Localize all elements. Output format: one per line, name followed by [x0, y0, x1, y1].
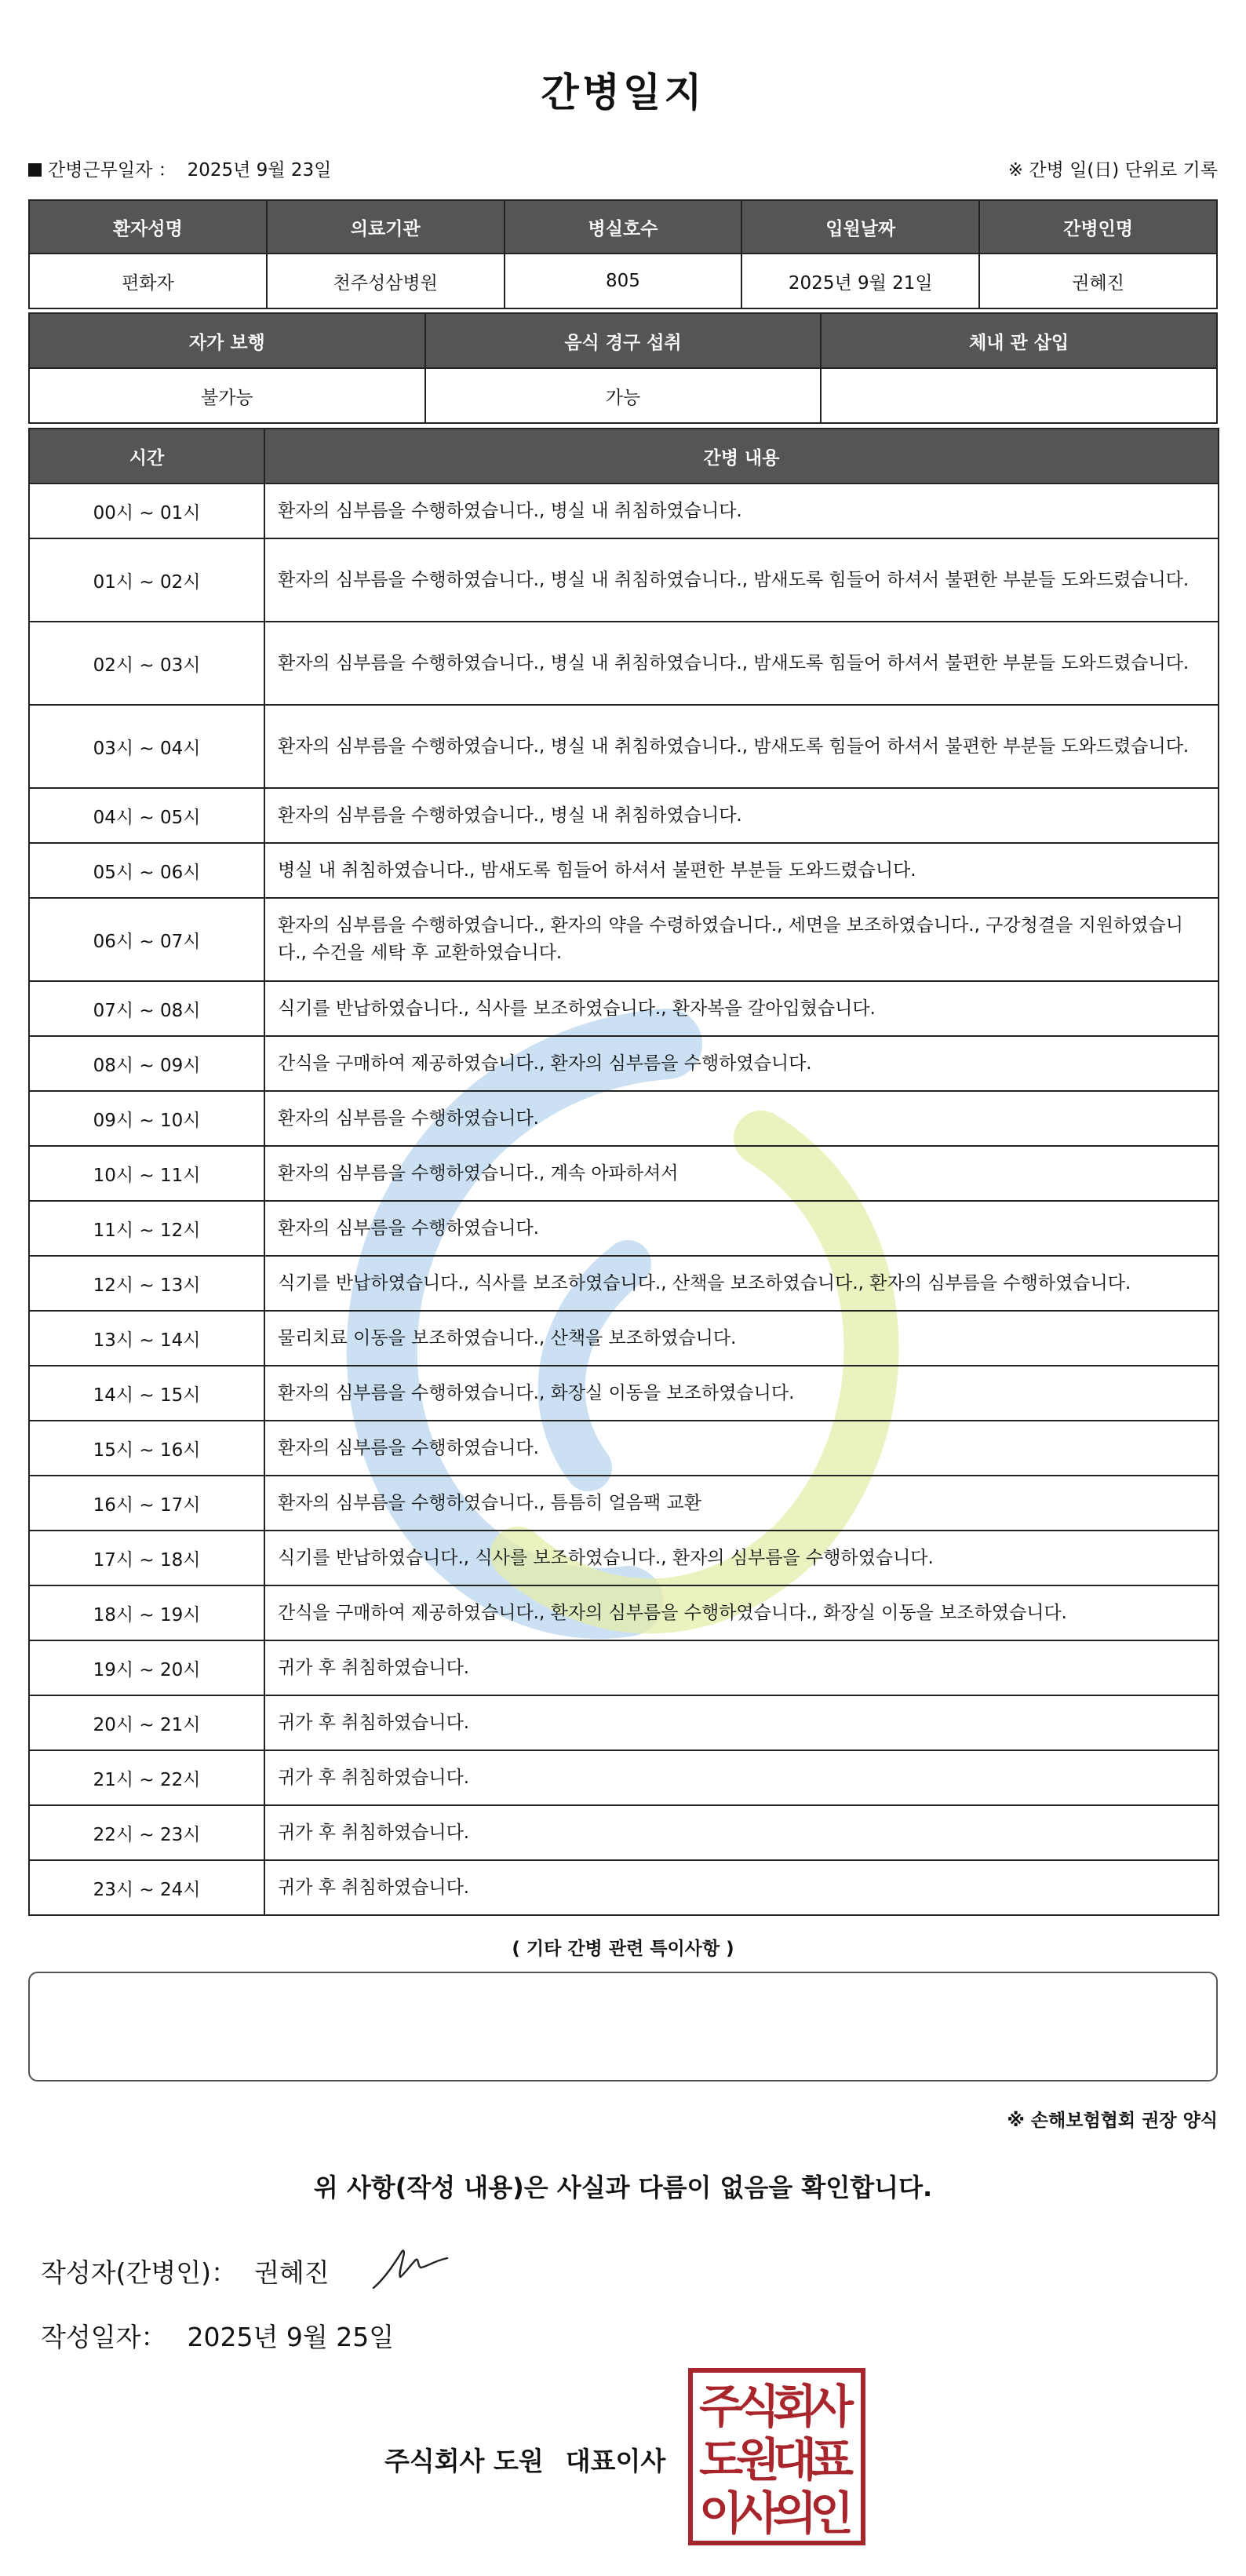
- time-cell: 23시 ~ 24시: [29, 1860, 264, 1915]
- svg-text:표: 표: [809, 2433, 854, 2487]
- hospital-name: 천주성삼병원: [267, 254, 505, 308]
- time-cell: 18시 ~ 19시: [29, 1585, 264, 1640]
- work-date-value: 2025년 9월 23일: [187, 160, 332, 181]
- content-cell: 귀가 후 취침하였습니다.: [264, 1695, 1219, 1750]
- header-admission-date: 입원날짜: [741, 200, 979, 254]
- company-seal-stamp: [687, 2367, 866, 2546]
- time-cell: 17시 ~ 18시: [29, 1531, 264, 1585]
- company-name: 주식회사 도원: [384, 2446, 544, 2476]
- content-cell: 환자의 심부름을 수행하였습니다., 병실 내 취침하였습니다., 밤새도록 힘들어 하셔서 불편한 부분들 도와드렸습니다.: [264, 538, 1219, 622]
- content-cell: 환자의 심부름을 수행하였습니다.: [264, 1421, 1219, 1476]
- time-cell: 20시 ~ 21시: [29, 1695, 264, 1750]
- header-time: 시간: [29, 429, 264, 483]
- svg-text:원: 원: [735, 2433, 781, 2487]
- tube-insertion-value: [821, 368, 1217, 423]
- table-row: [29, 483, 1219, 538]
- header-room-number: 병실호수: [505, 200, 742, 254]
- write-date-label: 작성일자：: [41, 2322, 167, 2352]
- svg-text:사: 사: [809, 2380, 854, 2433]
- content-cell: 식기를 반납하였습니다., 식사를 보조하였습니다., 환자복을 갈아입혔습니다.: [264, 981, 1219, 1036]
- square-bullet-icon: [28, 163, 42, 177]
- table-row: [29, 1091, 1219, 1146]
- room-number: 805: [505, 254, 742, 308]
- patient-condition-table: [28, 312, 1218, 424]
- work-date-label: 간병근무일자 ：: [48, 160, 177, 181]
- write-date-value: 2025년 9월 25일: [187, 2322, 395, 2352]
- time-cell: 12시 ~ 13시: [29, 1256, 264, 1311]
- remarks-box: [28, 1972, 1218, 2082]
- time-cell: 10시 ~ 11시: [29, 1146, 264, 1201]
- time-cell: 21시 ~ 22시: [29, 1750, 264, 1805]
- content-cell: 귀가 후 취침하였습니다.: [264, 1640, 1219, 1695]
- time-cell: 15시 ~ 16시: [29, 1421, 264, 1476]
- time-cell: 09시 ~ 10시: [29, 1091, 264, 1146]
- table-row: [29, 1585, 1219, 1640]
- time-cell: 08시 ~ 09시: [29, 1036, 264, 1091]
- patient-info-value-row: [29, 254, 1217, 308]
- header-tube-insertion: 체내 관 삽입: [821, 313, 1217, 368]
- time-cell: 01시 ~ 02시: [29, 538, 264, 622]
- write-date-line: [41, 2317, 394, 2354]
- time-cell: 06시 ~ 07시: [29, 898, 264, 981]
- table-row: [29, 1311, 1219, 1366]
- content-cell: 환자의 심부름을 수행하였습니다., 환자의 약을 수령하였습니다., 세면을 보조하였습니다., 구강청결을 지원하였습니다., 수건을 세탁 후 교환하였습니다.: [264, 898, 1219, 981]
- header-caregiver-name: 간병인명: [979, 200, 1217, 254]
- content-cell: 환자의 심부름을 수행하였습니다.: [264, 1201, 1219, 1256]
- table-row: [29, 788, 1219, 843]
- table-row: [29, 1366, 1219, 1421]
- content-cell: 환자의 심부름을 수행하였습니다., 병실 내 취침하였습니다., 밤새도록 힘들어 하셔서 불편한 부분들 도와드렸습니다.: [264, 705, 1219, 788]
- table-row: [29, 538, 1219, 622]
- content-cell: 간식을 구매하여 제공하였습니다., 환자의 심부름을 수행하였습니다.: [264, 1036, 1219, 1091]
- content-cell: 환자의 심부름을 수행하였습니다., 병실 내 취침하였습니다., 밤새도록 힘들어 하셔서 불편한 부분들 도와드렸습니다.: [264, 622, 1219, 705]
- patient-info-table: [28, 199, 1218, 309]
- writer-line: [41, 2253, 330, 2290]
- svg-text:의: 의: [772, 2487, 818, 2540]
- content-cell: 귀가 후 취침하였습니다.: [264, 1860, 1219, 1915]
- self-walking-value: 불가능: [29, 368, 425, 423]
- page-title: 간병일지: [541, 70, 705, 115]
- recommended-form-note: ※ 손해보험협회 권장 양식: [1007, 2111, 1218, 2131]
- content-cell: 귀가 후 취침하였습니다.: [264, 1750, 1219, 1805]
- record-unit-note: ※ 간병 일(日) 단위로 기록: [1007, 160, 1218, 181]
- table-row: [29, 1421, 1219, 1476]
- content-cell: 환자의 심부름을 수행하였습니다., 틈틈히 얼음팩 교환: [264, 1476, 1219, 1531]
- table-row: [29, 1860, 1219, 1915]
- svg-text:이: 이: [698, 2487, 744, 2540]
- content-cell: 귀가 후 취침하였습니다.: [264, 1805, 1219, 1860]
- table-row: [29, 1146, 1219, 1201]
- time-cell: 00시 ~ 01시: [29, 483, 264, 538]
- table-row: [29, 1531, 1219, 1585]
- remarks-title: ( 기타 간병 관련 특이사항 ): [512, 1939, 734, 1959]
- time-cell: 03시 ~ 04시: [29, 705, 264, 788]
- admission-date: 2025년 9월 21일: [741, 254, 979, 308]
- care-log-header-row: [29, 429, 1219, 483]
- table-row: [29, 1256, 1219, 1311]
- svg-text:식: 식: [735, 2380, 781, 2433]
- content-cell: 환자의 심부름을 수행하였습니다., 병실 내 취침하였습니다.: [264, 788, 1219, 843]
- table-row: [29, 843, 1219, 898]
- svg-text:인: 인: [809, 2487, 854, 2540]
- svg-text:회: 회: [772, 2380, 818, 2433]
- content-cell: 환자의 심부름을 수행하였습니다., 계속 아파하셔서: [264, 1146, 1219, 1201]
- work-date-line: [28, 155, 331, 181]
- time-cell: 11시 ~ 12시: [29, 1201, 264, 1256]
- handwritten-signature: [367, 2241, 454, 2296]
- table-row: [29, 1201, 1219, 1256]
- time-cell: 05시 ~ 06시: [29, 843, 264, 898]
- time-cell: 04시 ~ 05시: [29, 788, 264, 843]
- header-self-walking: 자가 보행: [29, 313, 425, 368]
- condition-header-row: [29, 313, 1217, 368]
- care-log-table: [28, 428, 1219, 1916]
- patient-info-header-row: [29, 200, 1217, 254]
- oral-intake-value: 가능: [425, 368, 822, 423]
- content-cell: 식기를 반납하였습니다., 식사를 보조하였습니다., 환자의 심부름을 수행하였습니다.: [264, 1531, 1219, 1585]
- condition-value-row: [29, 368, 1217, 423]
- writer-name: 권혜진: [254, 2257, 330, 2288]
- content-cell: 물리치료 이동을 보조하였습니다., 산책을 보조하였습니다.: [264, 1311, 1219, 1366]
- table-row: [29, 622, 1219, 705]
- header-patient-name: 환자성명: [29, 200, 267, 254]
- time-cell: 13시 ~ 14시: [29, 1311, 264, 1366]
- content-cell: 간식을 구매하여 제공하였습니다., 환자의 심부름을 수행하였습니다., 화장실 이동을 보조하였습니다.: [264, 1585, 1219, 1640]
- time-cell: 07시 ~ 08시: [29, 981, 264, 1036]
- caregiver-name: 권혜진: [979, 254, 1217, 308]
- table-row: [29, 981, 1219, 1036]
- table-row: [29, 1476, 1219, 1531]
- content-cell: 병실 내 취침하였습니다., 밤새도록 힘들어 하셔서 불편한 부분들 도와드렸습니다.: [264, 843, 1219, 898]
- time-cell: 14시 ~ 15시: [29, 1366, 264, 1421]
- table-row: [29, 898, 1219, 981]
- writer-label: 작성자(간병인)：: [41, 2257, 238, 2288]
- company-line: [384, 2441, 665, 2478]
- table-row: [29, 1805, 1219, 1860]
- svg-text:대: 대: [772, 2433, 818, 2487]
- table-row: [29, 1750, 1219, 1805]
- table-row: [29, 705, 1219, 788]
- content-cell: 환자의 심부름을 수행하였습니다.: [264, 1091, 1219, 1146]
- time-cell: 16시 ~ 17시: [29, 1476, 264, 1531]
- svg-text:사: 사: [735, 2487, 781, 2540]
- content-cell: 식기를 반납하였습니다., 식사를 보조하였습니다., 산책을 보조하였습니다., 환자의 심부름을 수행하였습니다.: [264, 1256, 1219, 1311]
- svg-text:주: 주: [698, 2380, 744, 2433]
- content-cell: 환자의 심부름을 수행하였습니다., 화장실 이동을 보조하였습니다.: [264, 1366, 1219, 1421]
- header-oral-intake: 음식 경구 섭취: [425, 313, 822, 368]
- svg-text:도: 도: [698, 2433, 744, 2487]
- confirmation-statement: 위 사항(작성 내용)은 사실과 다름이 없음을 확인합니다.: [313, 2173, 933, 2202]
- time-cell: 02시 ~ 03시: [29, 622, 264, 705]
- table-row: [29, 1036, 1219, 1091]
- time-cell: 19시 ~ 20시: [29, 1640, 264, 1695]
- header-hospital: 의료기관: [267, 200, 505, 254]
- patient-name: 편화자: [29, 254, 267, 308]
- representative-title: 대표이사: [565, 2446, 666, 2476]
- table-row: [29, 1640, 1219, 1695]
- table-row: [29, 1695, 1219, 1750]
- content-cell: 환자의 심부름을 수행하였습니다., 병실 내 취침하였습니다.: [264, 483, 1219, 538]
- time-cell: 22시 ~ 23시: [29, 1805, 264, 1860]
- header-care-content: 간병 내용: [264, 429, 1219, 483]
